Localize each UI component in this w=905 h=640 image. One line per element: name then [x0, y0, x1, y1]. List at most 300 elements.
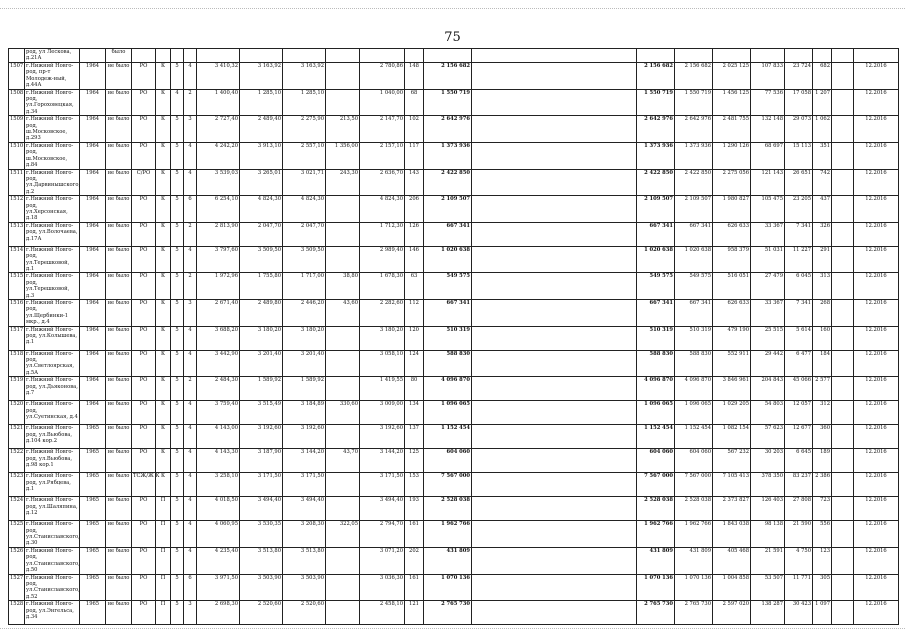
cell-no: 1524 — [9, 497, 25, 521]
cell-cost — [832, 169, 854, 196]
cell-t3: 1 290 126 — [713, 142, 751, 169]
cell-live-mun: 38,80 — [326, 273, 360, 300]
cell-gap — [472, 326, 637, 350]
cell-gap — [472, 196, 637, 223]
cell-t4: 132 148 — [751, 116, 785, 143]
cell-status: не было — [106, 63, 132, 90]
cell-total: 1 152 454 — [424, 425, 472, 449]
cell-date: 12.2016 — [854, 273, 899, 300]
cell-year: 1965 — [80, 473, 106, 497]
cell-entr: 4 — [184, 326, 197, 350]
cell-date: 12.2016 — [854, 449, 899, 473]
cell-year: 1965 — [80, 574, 106, 601]
cell-live: 2 047,70 — [240, 222, 283, 246]
cell-unit: 313 — [813, 273, 832, 300]
cell-live-mun — [326, 473, 360, 497]
cell-year: 1964 — [80, 350, 106, 377]
cell-entr: 4 — [184, 63, 197, 90]
cell-area: 2 727,40 — [197, 116, 240, 143]
cell-live: 3 494,40 — [240, 497, 283, 521]
cell-live: 1 755,80 — [240, 273, 283, 300]
cell-gap — [472, 425, 637, 449]
cell-total: 604 060 — [424, 449, 472, 473]
cell-wall: РО — [132, 116, 156, 143]
cell-floors: 5 — [171, 116, 184, 143]
cell-date: 12.2016 — [854, 473, 899, 497]
cell-t1: 2 765 730 — [637, 601, 675, 625]
cell-live-priv: 3 144,20 — [283, 449, 326, 473]
cell-wall: ТСЖ/Ж К — [132, 473, 156, 497]
cell-people: 134 — [405, 401, 424, 425]
cell-live: 3 513,80 — [240, 547, 283, 574]
cell-no: 1508 — [9, 89, 25, 116]
cell-floors: 5 — [171, 222, 184, 246]
cell-unit: 437 — [813, 196, 832, 223]
table-row — [9, 169, 899, 196]
cell-people: 125 — [405, 449, 424, 473]
cell-t1: 431 809 — [637, 547, 675, 574]
cell-t2: 2 156 682 — [675, 63, 713, 90]
cell-status: не было — [106, 196, 132, 223]
cell-address: г.Нижний Новго-род, ш.Московское, д.293 — [25, 116, 80, 143]
cell-live-mun: 1 356,00 — [326, 142, 360, 169]
cell-t1: 1 070 136 — [637, 574, 675, 601]
cell-cat: К — [156, 222, 171, 246]
cell-live-area: 2 458,10 — [360, 601, 405, 625]
cell-live-area: 1 678,30 — [360, 273, 405, 300]
cell-status: не было — [106, 425, 132, 449]
cell-address: г.Нижний Новго-род, ул.Херсонская, д.18 — [25, 196, 80, 223]
cell-gap — [472, 89, 637, 116]
cell-no: 1526 — [9, 547, 25, 574]
cell-cat — [156, 49, 171, 63]
cell-t1: 1 020 638 — [637, 246, 675, 273]
cell-no: 1512 — [9, 196, 25, 223]
cell-live: 4 824,30 — [240, 196, 283, 223]
cell-t1: 2 422 850 — [637, 169, 675, 196]
cell-unit: 556 — [813, 521, 832, 548]
cell-gap — [472, 574, 637, 601]
cell-live — [240, 49, 283, 63]
cell-area: 4 060,95 — [197, 521, 240, 548]
cell-cat: К — [156, 425, 171, 449]
cell-live: 3 265,01 — [240, 169, 283, 196]
cell-wall: РО — [132, 326, 156, 350]
cell-cost — [832, 425, 854, 449]
cell-t4: 68 697 — [751, 142, 785, 169]
cell-live-area: 3 180,20 — [360, 326, 405, 350]
cell-people: 124 — [405, 350, 424, 377]
cell-live-mun — [326, 222, 360, 246]
cell-cat: П — [156, 497, 171, 521]
cell-people: 68 — [405, 89, 424, 116]
cell-cat: К — [156, 196, 171, 223]
cell-live-priv: 3 192,60 — [283, 425, 326, 449]
cell-wall: РО — [132, 521, 156, 548]
cell-wall: РО — [132, 196, 156, 223]
cell-t3: 567 232 — [713, 449, 751, 473]
cell-cost — [832, 377, 854, 401]
cell-year: 1964 — [80, 377, 106, 401]
cell-entr: 4 — [184, 246, 197, 273]
cell-area: 4 018,50 — [197, 497, 240, 521]
cell-area: 2 671,40 — [197, 300, 240, 327]
cell-cat: П — [156, 547, 171, 574]
cell-live-mun: 330,60 — [326, 401, 360, 425]
cell-year: 1965 — [80, 521, 106, 548]
cell-t5: 23 205 — [785, 196, 813, 223]
cell-cost — [832, 326, 854, 350]
cell-unit: 184 — [813, 350, 832, 377]
cell-unit: 326 — [813, 222, 832, 246]
cell-no: 1511 — [9, 169, 25, 196]
cell-area: 4 242,20 — [197, 142, 240, 169]
cell-year: 1965 — [80, 449, 106, 473]
cell-people: 137 — [405, 425, 424, 449]
cell-entr: 4 — [184, 449, 197, 473]
cell-cost — [832, 401, 854, 425]
cell-year: 1964 — [80, 89, 106, 116]
cell-year: 1965 — [80, 547, 106, 574]
cell-address: г.Нижний Новго-род, ул.Суетинская, д.4 — [25, 401, 80, 425]
cell-no: 1523 — [9, 473, 25, 497]
cell-live-area: 2 989,40 — [360, 246, 405, 273]
cell-date: 12.2016 — [854, 142, 899, 169]
cell-t5: 6 645 — [785, 449, 813, 473]
cell-cost — [832, 222, 854, 246]
cell-t3: 2 275 056 — [713, 169, 751, 196]
cell-entr: 2 — [184, 377, 197, 401]
cell-address: г.Нижний Новго-род, ул.Энгельса, д.34 — [25, 601, 80, 625]
cell-address: г.Нижний Новго-род, ул.Дьяконова, д.7 — [25, 377, 80, 401]
cell-date: 12.2016 — [854, 196, 899, 223]
cell-status: было — [106, 49, 132, 63]
cell-year: 1964 — [80, 142, 106, 169]
cell-year: 1964 — [80, 196, 106, 223]
cell-t3: 2 373 827 — [713, 497, 751, 521]
cell-floors — [171, 49, 184, 63]
cell-year: 1964 — [80, 169, 106, 196]
cell-t4: 57 623 — [751, 425, 785, 449]
cell-live-mun: 213,50 — [326, 116, 360, 143]
cell-live-mun — [326, 574, 360, 601]
cell-entr: 3 — [184, 601, 197, 625]
cell-live-priv: 3 021,71 — [283, 169, 326, 196]
cell-t2: 604 060 — [675, 449, 713, 473]
cell-area: 6 254,10 — [197, 196, 240, 223]
cell-gap — [472, 601, 637, 625]
cell-floors: 5 — [171, 63, 184, 90]
cell-live-mun — [326, 547, 360, 574]
cell-gap — [472, 401, 637, 425]
cell-t1: 1 373 936 — [637, 142, 675, 169]
cell-people: 202 — [405, 547, 424, 574]
cell-gap — [472, 377, 637, 401]
cell-unit: 351 — [813, 142, 832, 169]
cell-status: не было — [106, 222, 132, 246]
cell-t2: 4 096 870 — [675, 377, 713, 401]
cell-cost — [832, 142, 854, 169]
cell-unit: 305 — [813, 574, 832, 601]
cell-people: 153 — [405, 473, 424, 497]
cell-live-mun — [326, 601, 360, 625]
cell-live-mun: 43,60 — [326, 300, 360, 327]
cell-wall: РО — [132, 350, 156, 377]
cell-no — [9, 49, 25, 63]
cell-live: 3 163,92 — [240, 63, 283, 90]
cell-cat: П — [156, 601, 171, 625]
cell-cost — [832, 63, 854, 90]
cell-unit: 1 062 — [813, 116, 832, 143]
cell-live-priv: 3 180,20 — [283, 326, 326, 350]
cell-t4: 138 287 — [751, 601, 785, 625]
cell-t4: 53 507 — [751, 574, 785, 601]
table-row — [9, 222, 899, 246]
cell-address: г.Нижний Новго-род, ул.Вьюбова, д.98 кор.1 — [25, 449, 80, 473]
cell-floors: 5 — [171, 196, 184, 223]
cell-wall: С/РО — [132, 169, 156, 196]
cell-wall: РО — [132, 222, 156, 246]
cell-live-area: 1 040,00 — [360, 89, 405, 116]
cell-people: 121 — [405, 601, 424, 625]
cell-t5: 29 073 — [785, 116, 813, 143]
cell-date — [854, 49, 899, 63]
table-row — [9, 350, 899, 377]
cell-cat: К — [156, 449, 171, 473]
cell-live-mun — [326, 89, 360, 116]
cell-gap — [472, 49, 637, 63]
cell-area: 1 972,96 — [197, 273, 240, 300]
cell-live-mun — [326, 425, 360, 449]
cell-people: 161 — [405, 521, 424, 548]
cell-live-priv: 3 503,90 — [283, 574, 326, 601]
cell-date: 12.2016 — [854, 300, 899, 327]
cell-t2: 1 550 719 — [675, 89, 713, 116]
cell-t2: 588 830 — [675, 350, 713, 377]
cell-wall — [132, 49, 156, 63]
table-row — [9, 425, 899, 449]
cell-people: 112 — [405, 300, 424, 327]
cell-floors: 5 — [171, 273, 184, 300]
cell-people: 146 — [405, 246, 424, 273]
table-row — [9, 601, 899, 625]
cell-t1: 667 341 — [637, 300, 675, 327]
cell-live-mun: 43,70 — [326, 449, 360, 473]
cell-cat: П — [156, 521, 171, 548]
cell-wall: РО — [132, 63, 156, 90]
cell-entr: 3 — [184, 116, 197, 143]
cell-live: 3 515,49 — [240, 401, 283, 425]
cell-t1: 2 642 976 — [637, 116, 675, 143]
cell-t5 — [785, 49, 813, 63]
cell-entr: 4 — [184, 497, 197, 521]
cell-t3: 1 456 125 — [713, 89, 751, 116]
cell-status: не было — [106, 300, 132, 327]
cell-year: 1965 — [80, 497, 106, 521]
cell-unit: 160 — [813, 326, 832, 350]
cell-t5: 11 771 — [785, 574, 813, 601]
cell-t2: 2 765 730 — [675, 601, 713, 625]
cell-t4: 107 833 — [751, 63, 785, 90]
cell-total: 2 422 850 — [424, 169, 472, 196]
cell-live: 3 503,90 — [240, 574, 283, 601]
cell-entr: 4 — [184, 350, 197, 377]
cell-live-priv: 2 047,70 — [283, 222, 326, 246]
cell-t3: 2 025 125 — [713, 63, 751, 90]
cell-date: 12.2016 — [854, 425, 899, 449]
table-row — [9, 449, 899, 473]
cell-total: 1 096 065 — [424, 401, 472, 425]
cell-t5: 5 614 — [785, 326, 813, 350]
cell-t4: 105 475 — [751, 196, 785, 223]
cell-area: 3 759,40 — [197, 401, 240, 425]
cell-live: 3 201,40 — [240, 350, 283, 377]
cell-cat: К — [156, 326, 171, 350]
cell-live-area: 3 058,10 — [360, 350, 405, 377]
bottom-divider — [0, 628, 905, 629]
cell-cat: К — [156, 300, 171, 327]
cell-live-mun — [326, 49, 360, 63]
cell-cat: К — [156, 401, 171, 425]
cell-t3: 2 481 755 — [713, 116, 751, 143]
cell-area — [197, 49, 240, 63]
cell-live-area: 3 036,30 — [360, 574, 405, 601]
cell-year — [80, 49, 106, 63]
cell-wall: РО — [132, 574, 156, 601]
cell-t3: 626 633 — [713, 300, 751, 327]
cell-cost — [832, 116, 854, 143]
cell-area: 2 484,30 — [197, 377, 240, 401]
cell-gap — [472, 547, 637, 574]
cell-year: 1964 — [80, 273, 106, 300]
cell-cat: К — [156, 473, 171, 497]
cell-wall: РО — [132, 547, 156, 574]
cell-floors: 5 — [171, 401, 184, 425]
cell-unit: 189 — [813, 449, 832, 473]
cell-cat: К — [156, 89, 171, 116]
cell-address: г.Нижний Новго-род, ул.Терешковой, д.1 — [25, 246, 80, 273]
cell-live-area — [360, 49, 405, 63]
cell-no: 1522 — [9, 449, 25, 473]
cell-entr: 4 — [184, 142, 197, 169]
cell-t5: 21 590 — [785, 521, 813, 548]
cell-gap — [472, 300, 637, 327]
cell-t2: 549 575 — [675, 273, 713, 300]
cell-unit: 312 — [813, 401, 832, 425]
cell-cat: К — [156, 63, 171, 90]
cell-t1 — [637, 49, 675, 63]
cell-cost — [832, 547, 854, 574]
cell-floors: 5 — [171, 473, 184, 497]
cell-unit: 723 — [813, 497, 832, 521]
cell-no: 1528 — [9, 601, 25, 625]
cell-live-mun — [326, 326, 360, 350]
cell-live: 3 913,10 — [240, 142, 283, 169]
cell-live-mun — [326, 377, 360, 401]
cell-t4: 98 138 — [751, 521, 785, 548]
cell-unit: 742 — [813, 169, 832, 196]
cell-date: 12.2016 — [854, 350, 899, 377]
cell-unit: 1 207 — [813, 89, 832, 116]
cell-cost — [832, 449, 854, 473]
cell-t5: 27 808 — [785, 497, 813, 521]
housing-register-table — [8, 48, 899, 625]
cell-live-priv: 3 509,50 — [283, 246, 326, 273]
cell-people: 206 — [405, 196, 424, 223]
cell-live-priv: 3 163,92 — [283, 63, 326, 90]
cell-area: 3 410,32 — [197, 63, 240, 90]
cell-entr: 4 — [184, 473, 197, 497]
cell-live-area: 2 157,10 — [360, 142, 405, 169]
cell-no: 1509 — [9, 116, 25, 143]
cell-t3: 1 004 858 — [713, 574, 751, 601]
cell-year: 1964 — [80, 300, 106, 327]
cell-t5: 83 237 — [785, 473, 813, 497]
cell-t1: 549 575 — [637, 273, 675, 300]
cell-no: 1519 — [9, 377, 25, 401]
cell-t2: 1 962 766 — [675, 521, 713, 548]
cell-people: 120 — [405, 326, 424, 350]
cell-t1: 588 830 — [637, 350, 675, 377]
cell-live-mun: 322,05 — [326, 521, 360, 548]
cell-entr: 4 — [184, 401, 197, 425]
cell-status: не было — [106, 89, 132, 116]
cell-floors: 5 — [171, 547, 184, 574]
cell-live-area: 1 419,55 — [360, 377, 405, 401]
cell-t2: 1 096 065 — [675, 401, 713, 425]
cell-gap — [472, 63, 637, 90]
cell-t5: 12 677 — [785, 425, 813, 449]
cell-area: 4 143,30 — [197, 449, 240, 473]
cell-date: 12.2016 — [854, 601, 899, 625]
cell-total: 1 373 936 — [424, 142, 472, 169]
cell-t5: 6 045 — [785, 273, 813, 300]
page-number: 75 — [444, 30, 461, 45]
cell-t2: 1 152 454 — [675, 425, 713, 449]
cell-live-mun — [326, 350, 360, 377]
table-row — [9, 497, 899, 521]
cell-status: не было — [106, 246, 132, 273]
cell-gap — [472, 273, 637, 300]
cell-no: 1517 — [9, 326, 25, 350]
cell-status: не было — [106, 169, 132, 196]
cell-t1: 1 550 719 — [637, 89, 675, 116]
cell-people: 117 — [405, 142, 424, 169]
cell-t4: 29 442 — [751, 350, 785, 377]
cell-year: 1964 — [80, 116, 106, 143]
cell-entr: 3 — [184, 300, 197, 327]
cell-t1: 2 528 038 — [637, 497, 675, 521]
cell-entr: 4 — [184, 547, 197, 574]
cell-area: 3 971,50 — [197, 574, 240, 601]
cell-year: 1964 — [80, 246, 106, 273]
cell-floors: 5 — [171, 521, 184, 548]
cell-area: 3 442,90 — [197, 350, 240, 377]
cell-t2: 1 373 936 — [675, 142, 713, 169]
cell-cat: К — [156, 169, 171, 196]
cell-year: 1964 — [80, 326, 106, 350]
cell-live-mun — [326, 246, 360, 273]
cell-unit: 1 097 — [813, 601, 832, 625]
table-row — [9, 116, 899, 143]
cell-t4: 27 479 — [751, 273, 785, 300]
cell-live: 3 171,50 — [240, 473, 283, 497]
cell-people: 63 — [405, 273, 424, 300]
cell-no: 1521 — [9, 425, 25, 449]
cell-people: 126 — [405, 222, 424, 246]
cell-t1: 7 567 000 — [637, 473, 675, 497]
cell-address: г.Нижний Новго-род, ул.Щербинки-1 мкр., д.4 — [25, 300, 80, 327]
